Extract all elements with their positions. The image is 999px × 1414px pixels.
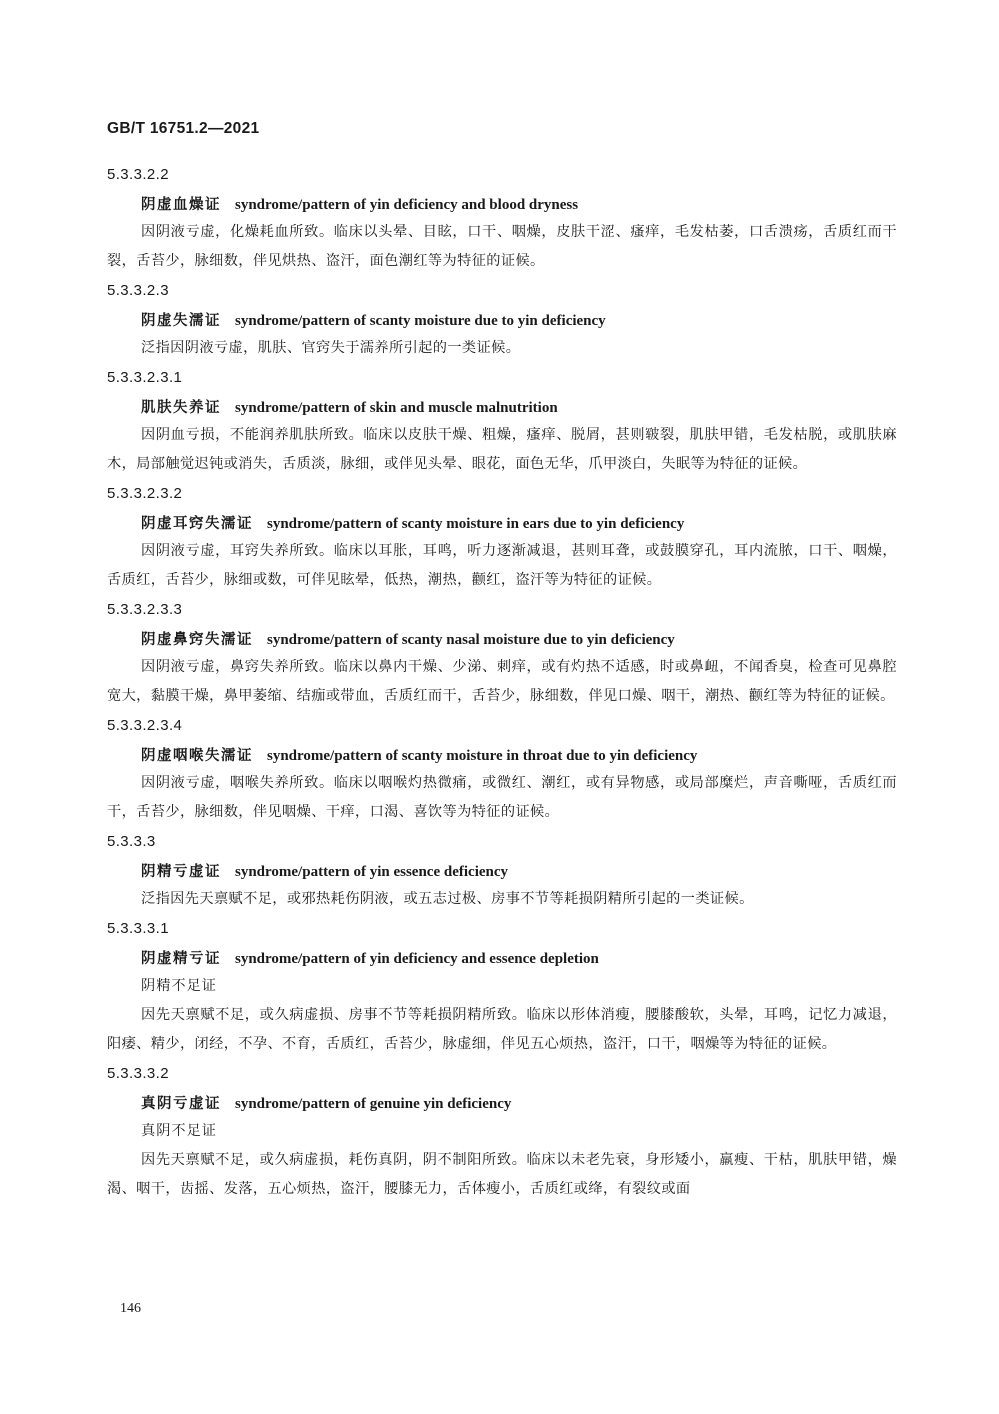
term-definition: 因阴血亏损，不能润养肌肤所致。临床以皮肤干燥、粗燥，瘙痒、脱屑，甚则皲裂，肌肤甲错，毛发枯脱，或肌肤麻木，局部触觉迟钝或消失，舌质淡，脉细，或伴见头晕、眼花，面色无华，爪甲淡白，失眠等为特征的证候。 — [107, 427, 897, 472]
term-english: syndrome/pattern of genuine yin deficiency — [235, 1096, 512, 1112]
term-entry — [107, 160, 897, 276]
term-entry — [107, 827, 897, 914]
term-chinese: 阴虚精亏证 — [141, 951, 221, 967]
clause-number: 5.3.3.2.3.1 — [107, 369, 183, 386]
term-definition: 因阴液亏虚，鼻窍失养所致。临床以鼻内干燥、少涕、刺痒，或有灼热不适感，时或鼻衄，不闻香臭，检查可见鼻腔宽大，黏膜干燥，鼻甲萎缩、结痂或带血，舌质红而干，舌苔少，脉细数，伴见口燥、咽干，潮热、颧红等为特征的证候。 — [107, 659, 897, 704]
clause-number: 5.3.3.3 — [107, 833, 156, 850]
clause-number: 5.3.3.3.1 — [107, 920, 169, 937]
term-chinese: 真阴亏虚证 — [141, 1096, 221, 1112]
term-english: syndrome/pattern of scanty nasal moisture due to yin deficiency — [267, 632, 675, 648]
term-heading — [107, 624, 897, 653]
term-heading — [107, 943, 897, 972]
clause-number: 5.3.3.2.2 — [107, 166, 169, 183]
term-entry — [107, 276, 897, 363]
clause-number: 5.3.3.3.2 — [107, 1065, 169, 1082]
term-definition: 因阴液亏虚，咽喉失养所致。临床以咽喉灼热微痛，或微红、潮红，或有异物感，或局部糜烂，声音嘶哑，舌质红而干，舌苔少，脉细数，伴见咽燥、干痒，口渴、喜饮等为特征的证候。 — [107, 775, 897, 820]
term-definition: 因阴液亏虚，耳窍失养所致。临床以耳胀，耳鸣，听力逐渐减退，甚则耳聋，或鼓膜穿孔，耳内流脓，口干、咽燥，舌质红，舌苔少，脉细或数，可伴见眩晕，低热，潮热，颧红，盗汗等为特征的证候。 — [107, 543, 897, 588]
term-heading — [107, 508, 897, 537]
term-heading — [107, 740, 897, 769]
clause-number: 5.3.3.2.3.4 — [107, 717, 183, 734]
term-chinese: 阴虚咽喉失濡证 — [141, 748, 253, 764]
term-chinese: 阴虚鼻窍失濡证 — [141, 632, 253, 648]
term-chinese: 肌肤失养证 — [141, 400, 221, 416]
term-english: syndrome/pattern of scanty moisture in throat due to yin deficiency — [267, 748, 698, 764]
term-definition: 泛指因先天禀赋不足，或邪热耗伤阴液，或五志过极、房事不节等耗损阴精所引起的一类证候。 — [141, 891, 754, 907]
standard-header: GB/T 16751.2—2021 — [107, 120, 260, 137]
term-entry — [107, 363, 897, 479]
term-entry — [107, 914, 897, 1059]
term-entry — [107, 1059, 897, 1204]
term-entry — [107, 595, 897, 711]
term-definition: 因先天禀赋不足，或久病虚损、房事不节等耗损阴精所致。临床以形体消瘦，腰膝酸软，头晕，耳鸣，记忆力减退，阳痿、精少，闭经，不孕、不育，舌质红，舌苔少，脉虚细，伴见五心烦热，盗汗，口干，咽燥等为特征的证候。 — [107, 1007, 897, 1052]
page-number: 146 — [120, 1301, 141, 1316]
document-body — [107, 160, 897, 1204]
term-synonym: 真阴不足证 — [141, 1123, 217, 1139]
clause-number: 5.3.3.2.3.2 — [107, 485, 183, 502]
term-heading — [107, 1088, 897, 1117]
term-heading — [107, 305, 897, 334]
clause-number: 5.3.3.2.3.3 — [107, 601, 183, 618]
term-english: syndrome/pattern of yin deficiency and essence depletion — [235, 951, 599, 967]
term-heading — [107, 856, 897, 885]
term-entry — [107, 479, 897, 595]
term-definition: 因先天禀赋不足，或久病虚损，耗伤真阴，阴不制阳所致。临床以未老先衰，身形矮小，羸瘦、干枯，肌肤甲错，燥渴、咽干，齿摇、发落，五心烦热，盗汗，腰膝无力，舌体瘦小，舌质红或绛，有裂纹或面 — [107, 1152, 897, 1197]
term-english: syndrome/pattern of scanty moisture due to yin deficiency — [235, 313, 606, 329]
term-chinese: 阴虚失濡证 — [141, 313, 221, 329]
term-definition: 因阴液亏虚，化燥耗血所致。临床以头晕、目眩，口干、咽燥，皮肤干涩、瘙痒，毛发枯萎，口舌溃疡，舌质红而干裂，舌苔少，脉细数，伴见烘热、盗汗，面色潮红等为特征的证候。 — [107, 224, 897, 269]
term-english: syndrome/pattern of skin and muscle malnutrition — [235, 400, 558, 416]
term-entry — [107, 711, 897, 827]
term-heading — [107, 392, 897, 421]
term-english: syndrome/pattern of yin deficiency and blood dryness — [235, 197, 579, 213]
term-synonym: 阴精不足证 — [141, 978, 217, 994]
clause-number: 5.3.3.2.3 — [107, 282, 169, 299]
term-chinese: 阴虚血燥证 — [141, 197, 221, 213]
term-english: syndrome/pattern of scanty moisture in ears due to yin deficiency — [267, 516, 685, 532]
term-chinese: 阴虚耳窍失濡证 — [141, 516, 253, 532]
term-chinese: 阴精亏虚证 — [141, 864, 221, 880]
term-definition: 泛指因阴液亏虚，肌肤、官窍失于濡养所引起的一类证候。 — [141, 340, 521, 356]
term-heading — [107, 189, 897, 218]
term-english: syndrome/pattern of yin essence deficiency — [235, 864, 509, 880]
